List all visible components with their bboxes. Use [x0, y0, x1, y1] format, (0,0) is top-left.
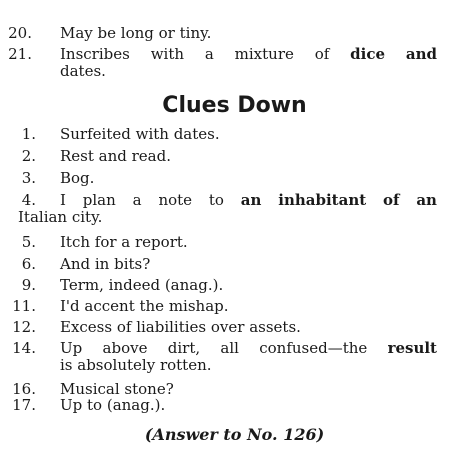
clue-number: 6.: [21, 255, 36, 273]
clue-number: 21.: [8, 45, 32, 63]
clue-text: And in bits?: [60, 255, 151, 273]
clue-text: Surfeited with dates.: [60, 125, 220, 143]
clue-text: Itch for a report.: [60, 233, 188, 251]
clue-number: 14.: [12, 339, 36, 357]
clue-number: 3.: [21, 169, 36, 187]
clue-down-4: [0, 192, 469, 226]
clue-text-line-2: Italian city.: [18, 208, 103, 226]
clue-text-line-2: is absolutely rotten.: [60, 356, 212, 374]
clue-text-line-1: Up above dirt, all confused—the result: [60, 339, 437, 357]
clue-number: 5.: [21, 233, 36, 251]
clue-text: I'd accent the mishap.: [60, 297, 229, 315]
clue-text-line-1: Inscribes with a mixture of dice and: [60, 45, 437, 63]
clue-text: Term, indeed (anag.).: [60, 276, 224, 294]
clue-across-21: [0, 46, 469, 80]
clue-number: 16.: [12, 380, 36, 398]
clue-number: 17.: [12, 396, 36, 414]
clue-text-line-1: I plan a note to an inhabitant of an: [60, 191, 437, 209]
section-heading-clues-down: Clues Down: [162, 93, 307, 118]
clue-text: May be long or tiny.: [60, 24, 212, 42]
answer-reference: (Answer to No. 126): [144, 425, 325, 444]
clue-number: 11.: [12, 297, 36, 315]
clue-number: 1.: [21, 125, 36, 143]
clue-text: Musical stone?: [60, 380, 174, 398]
clue-number: 2.: [21, 147, 36, 165]
clue-text: Up to (anag.).: [60, 396, 166, 414]
clue-text: Bog.: [60, 169, 95, 187]
clue-text-line-2: dates.: [60, 62, 106, 80]
clue-number: 20.: [8, 24, 32, 42]
clue-text: Rest and read.: [60, 147, 171, 165]
clue-number: 12.: [12, 318, 36, 336]
clue-number: 9.: [21, 276, 36, 294]
clue-text: Excess of liabilities over assets.: [60, 318, 301, 336]
clue-number: 4.: [21, 191, 36, 209]
clue-down-14: [0, 340, 469, 374]
